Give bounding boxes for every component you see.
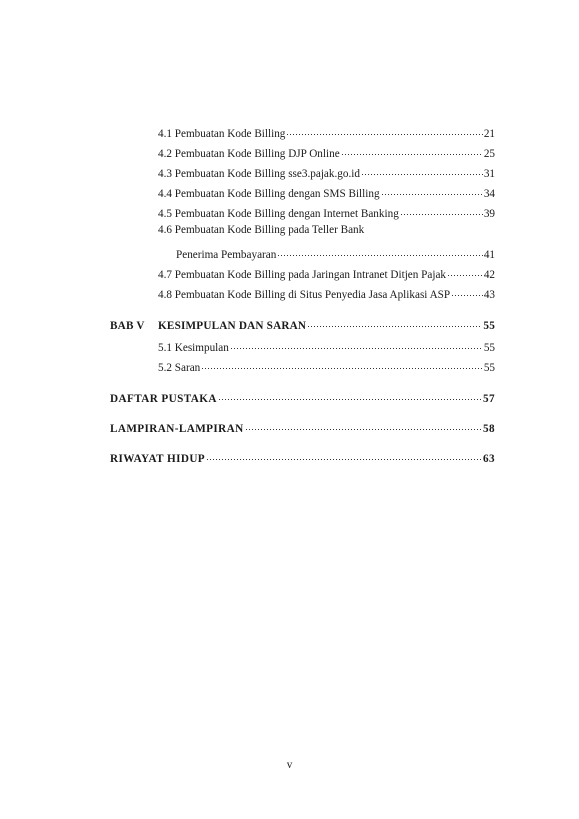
dot-leader bbox=[201, 357, 483, 371]
toc-entry-title: RIWAYAT HIDUP bbox=[110, 453, 206, 465]
dot-leader bbox=[400, 203, 483, 217]
dot-leader bbox=[218, 388, 482, 402]
toc-entry-4-2 bbox=[158, 143, 495, 161]
dot-leader bbox=[230, 337, 483, 351]
toc-entry-page: 21 bbox=[483, 128, 495, 140]
toc-entry-4-3 bbox=[158, 163, 495, 181]
dot-leader bbox=[277, 244, 482, 258]
dot-leader bbox=[341, 143, 483, 157]
toc-entry-page: 55 bbox=[483, 362, 495, 374]
toc-entry-title: DAFTAR PUSTAKA bbox=[110, 393, 217, 405]
toc-entry-title: 5.2 Saran bbox=[158, 362, 201, 374]
page-number: v bbox=[286, 759, 293, 771]
chapter-title: KESIMPULAN DAN SARAN bbox=[158, 320, 307, 332]
toc-entry-5-1 bbox=[158, 337, 495, 355]
toc-entry-page: 25 bbox=[483, 148, 495, 160]
toc-entry-4-5 bbox=[158, 203, 495, 221]
dot-leader bbox=[361, 163, 483, 177]
toc-entry-title: 4.5 Pembuatan Kode Billing dengan Internet Banking bbox=[158, 208, 399, 220]
toc-daftar-pustaka bbox=[110, 388, 495, 406]
toc-entry-title: 4.1 Pembuatan Kode Billing bbox=[158, 128, 286, 140]
toc-entry-title: 4.3 Pembuatan Kode Billing sse3.pajak.go.id bbox=[158, 168, 360, 180]
dot-leader bbox=[286, 123, 482, 137]
toc-entry-page: 55 bbox=[483, 342, 495, 354]
toc-entry-page: 31 bbox=[483, 168, 495, 180]
toc-chapter-5 bbox=[110, 315, 495, 333]
toc-entry-4-1 bbox=[158, 123, 495, 141]
toc-entry-title: LAMPIRAN-LAMPIRAN bbox=[110, 423, 244, 435]
toc-entry-4-6-title: 4.6 Pembuatan Kode Billing pada Teller Bank bbox=[158, 224, 365, 236]
toc-entry-page: 55 bbox=[483, 320, 495, 332]
toc-entry-page: 39 bbox=[483, 208, 495, 220]
toc-entry-title-continuation: Penerima Pembayaran bbox=[176, 249, 277, 261]
toc-entry-title: 4.4 Pembuatan Kode Billing dengan SMS Billing bbox=[158, 188, 380, 200]
toc-entry-title: 4.8 Pembuatan Kode Billing di Situs Penyedia Jasa Aplikasi ASP bbox=[158, 289, 451, 301]
toc-entry-page: 63 bbox=[483, 453, 495, 465]
dot-leader bbox=[381, 183, 483, 197]
toc-entry-4-4 bbox=[158, 183, 495, 201]
toc-entry-5-2 bbox=[158, 357, 495, 375]
dot-leader bbox=[206, 448, 482, 462]
toc-entry-page: 57 bbox=[483, 393, 495, 405]
toc-entry-page: 58 bbox=[483, 423, 495, 435]
dot-leader bbox=[307, 315, 482, 329]
chapter-number: BAB V bbox=[110, 320, 145, 332]
toc-entry-title: 5.1 Kesimpulan bbox=[158, 342, 229, 354]
dot-leader bbox=[245, 418, 482, 432]
toc-entry-4-8 bbox=[158, 284, 495, 302]
toc-lampiran bbox=[110, 418, 495, 436]
toc-riwayat-hidup bbox=[110, 448, 495, 466]
toc-entry-4-6 bbox=[176, 244, 495, 262]
toc-entry-page: 42 bbox=[483, 269, 495, 281]
toc-entry-4-7 bbox=[158, 264, 495, 282]
toc-entry-page: 34 bbox=[483, 188, 495, 200]
toc-entry-title: 4.7 Pembuatan Kode Billing pada Jaringan Intranet Ditjen Pajak bbox=[158, 269, 447, 281]
toc-entry-title: 4.2 Pembuatan Kode Billing DJP Online bbox=[158, 148, 340, 160]
toc-entry-page: 41 bbox=[483, 249, 495, 261]
dot-leader bbox=[447, 264, 483, 278]
toc-entry-page: 43 bbox=[483, 289, 495, 301]
dot-leader bbox=[451, 284, 483, 298]
